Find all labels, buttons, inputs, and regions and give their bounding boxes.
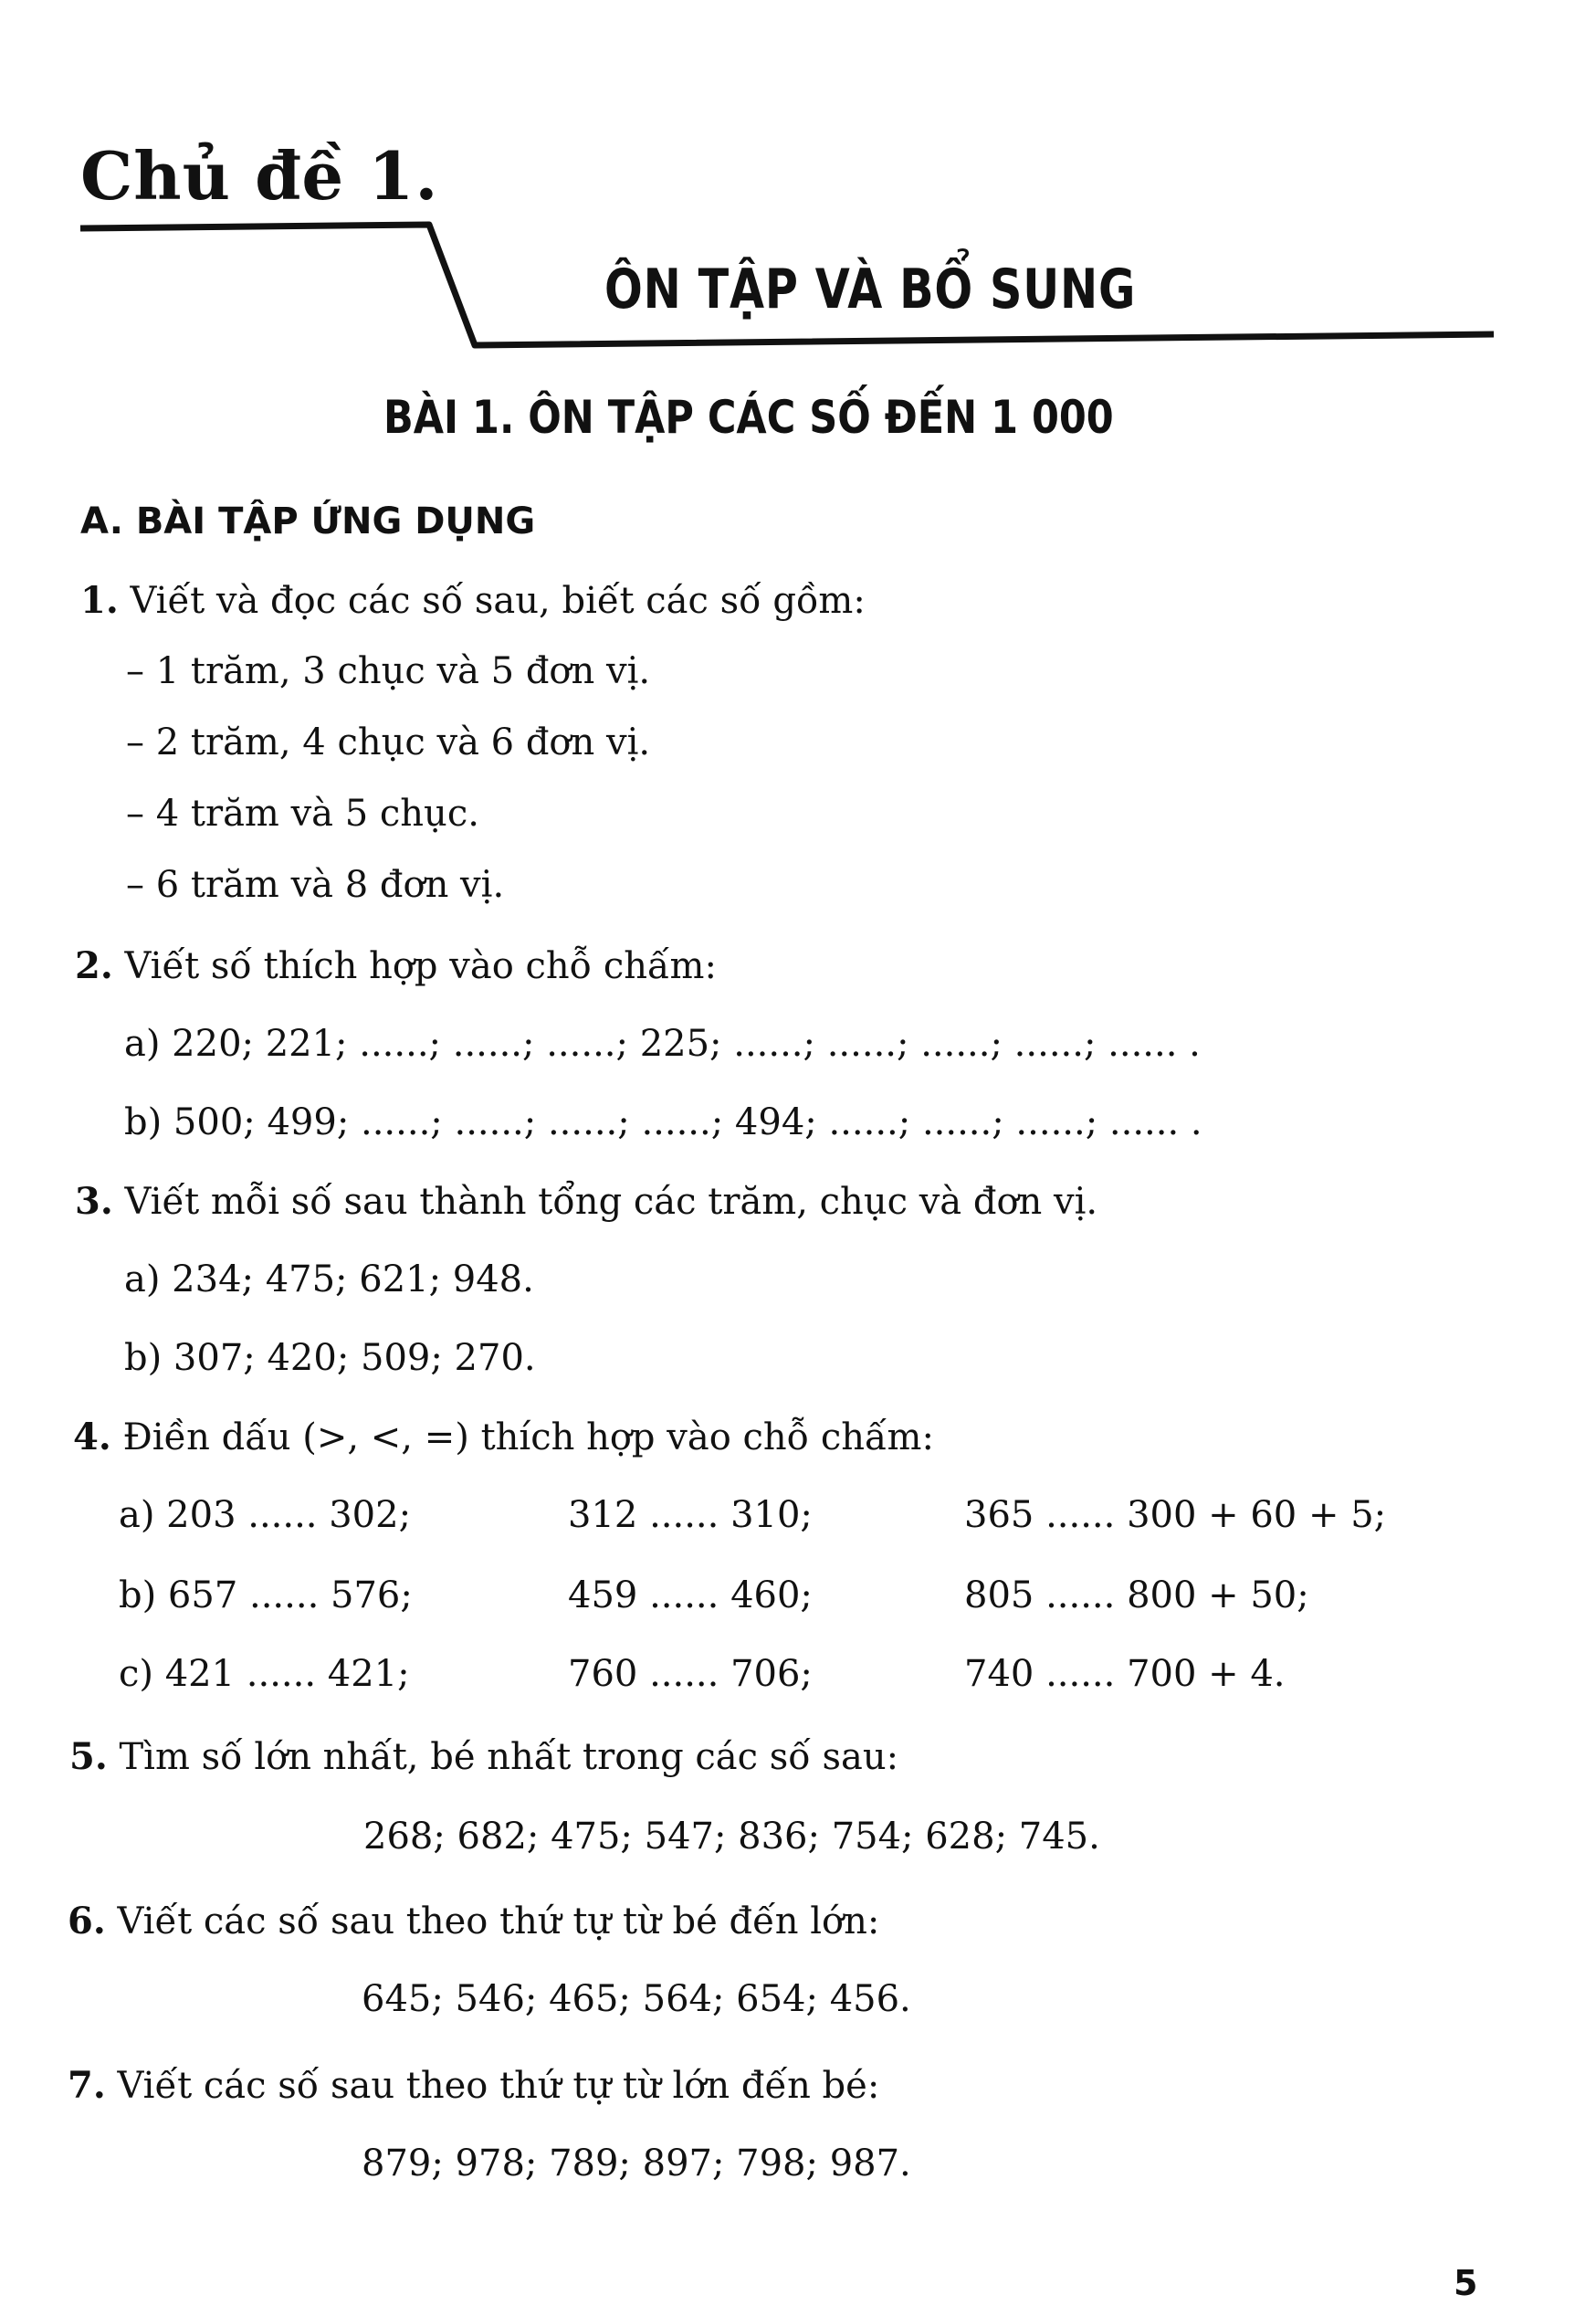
comparison-cell: 459 ...... 460;: [568, 1574, 813, 1616]
comparison-cell: 740 ...... 700 + 4.: [964, 1653, 1286, 1695]
exercise-7-values: 879; 978; 789; 897; 798; 987.: [362, 2142, 911, 2184]
comparison-cell: 365 ...... 300 + 60 + 5;: [964, 1494, 1387, 1536]
topic-label: Chủ đề 1.: [80, 137, 439, 215]
exercise-6-prompt: [68, 1900, 879, 1942]
exercise-1-prompt: [80, 579, 866, 622]
exercise-2-text: Viết số thích hợp vào chỗ chấm:: [124, 945, 717, 987]
exercise-3-item: a) 234; 475; 621; 948.: [124, 1258, 534, 1300]
exercise-1-text: Viết và đọc các số sau, biết các số gồm:: [130, 580, 866, 622]
exercise-4-number: 4.: [73, 1416, 111, 1458]
exercise-6-number: 6.: [68, 1900, 106, 1942]
exercise-4-text: Điền dấu (>, <, =) thích hợp vào chỗ chấm:: [122, 1416, 934, 1458]
exercise-6-values: 645; 546; 465; 564; 654; 456.: [362, 1978, 911, 2020]
exercise-1-item: – 2 trăm, 4 chục và 6 đơn vị.: [126, 721, 651, 763]
exercise-1-item: – 1 trăm, 3 chục và 5 đơn vị.: [126, 650, 651, 692]
exercise-2-number: 2.: [75, 944, 113, 987]
comparison-cell: 312 ...... 310;: [568, 1494, 813, 1536]
exercise-5-number: 5.: [69, 1735, 108, 1778]
exercise-1-number: 1.: [80, 579, 119, 622]
exercise-7-number: 7.: [68, 2064, 106, 2107]
exercise-3-item: b) 307; 420; 509; 270.: [124, 1337, 536, 1379]
exercise-1-item: – 4 trăm và 5 chục.: [126, 793, 479, 835]
exercise-6-text: Viết các số sau theo thứ tự từ bé đến lớn:: [117, 1900, 880, 1942]
exercise-7-prompt: [68, 2064, 879, 2107]
exercise-4-prompt: [73, 1416, 934, 1458]
exercise-2-prompt: [75, 944, 717, 987]
exercise-2-item: a) 220; 221; ......; ......; ......; 225; ......; ......; ......; ......; ...... .: [124, 1023, 1201, 1065]
exercise-2-item: b) 500; 499; ......; ......; ......; ......; 494; ......; ......; ......; ...... .: [124, 1101, 1202, 1143]
comparison-cell: 760 ...... 706;: [568, 1653, 813, 1695]
comparison-cell: b) 657 ...... 576;: [119, 1574, 413, 1616]
lesson-title: BÀI 1. ÔN TẬP CÁC SỐ ĐẾN 1 000: [383, 391, 1114, 444]
exercise-5-text: Tìm số lớn nhất, bé nhất trong các số sau:: [119, 1736, 899, 1778]
exercise-5-values: 268; 682; 475; 547; 836; 754; 628; 745.: [363, 1816, 1100, 1858]
exercise-5-prompt: [69, 1735, 898, 1778]
comparison-cell: a) 203 ...... 302;: [119, 1494, 412, 1536]
exercise-3-prompt: [75, 1180, 1097, 1223]
section-title: A. BÀI TẬP ỨNG DỤNG: [80, 500, 536, 542]
comparison-cell: c) 421 ...... 421;: [119, 1653, 410, 1695]
exercise-3-text: Viết mỗi số sau thành tổng các trăm, chục và đơn vị.: [124, 1181, 1098, 1223]
topic-title: ÔN TẬP VÀ BỔ SUNG: [604, 258, 1137, 321]
exercise-3-number: 3.: [75, 1180, 113, 1223]
exercise-7-text: Viết các số sau theo thứ tự từ lớn đến bé:: [117, 2065, 880, 2107]
comparison-cell: 805 ...... 800 + 50;: [964, 1574, 1309, 1616]
page-number: 5: [1454, 2263, 1478, 2303]
exercise-1-item: – 6 trăm và 8 đơn vị.: [126, 864, 505, 906]
